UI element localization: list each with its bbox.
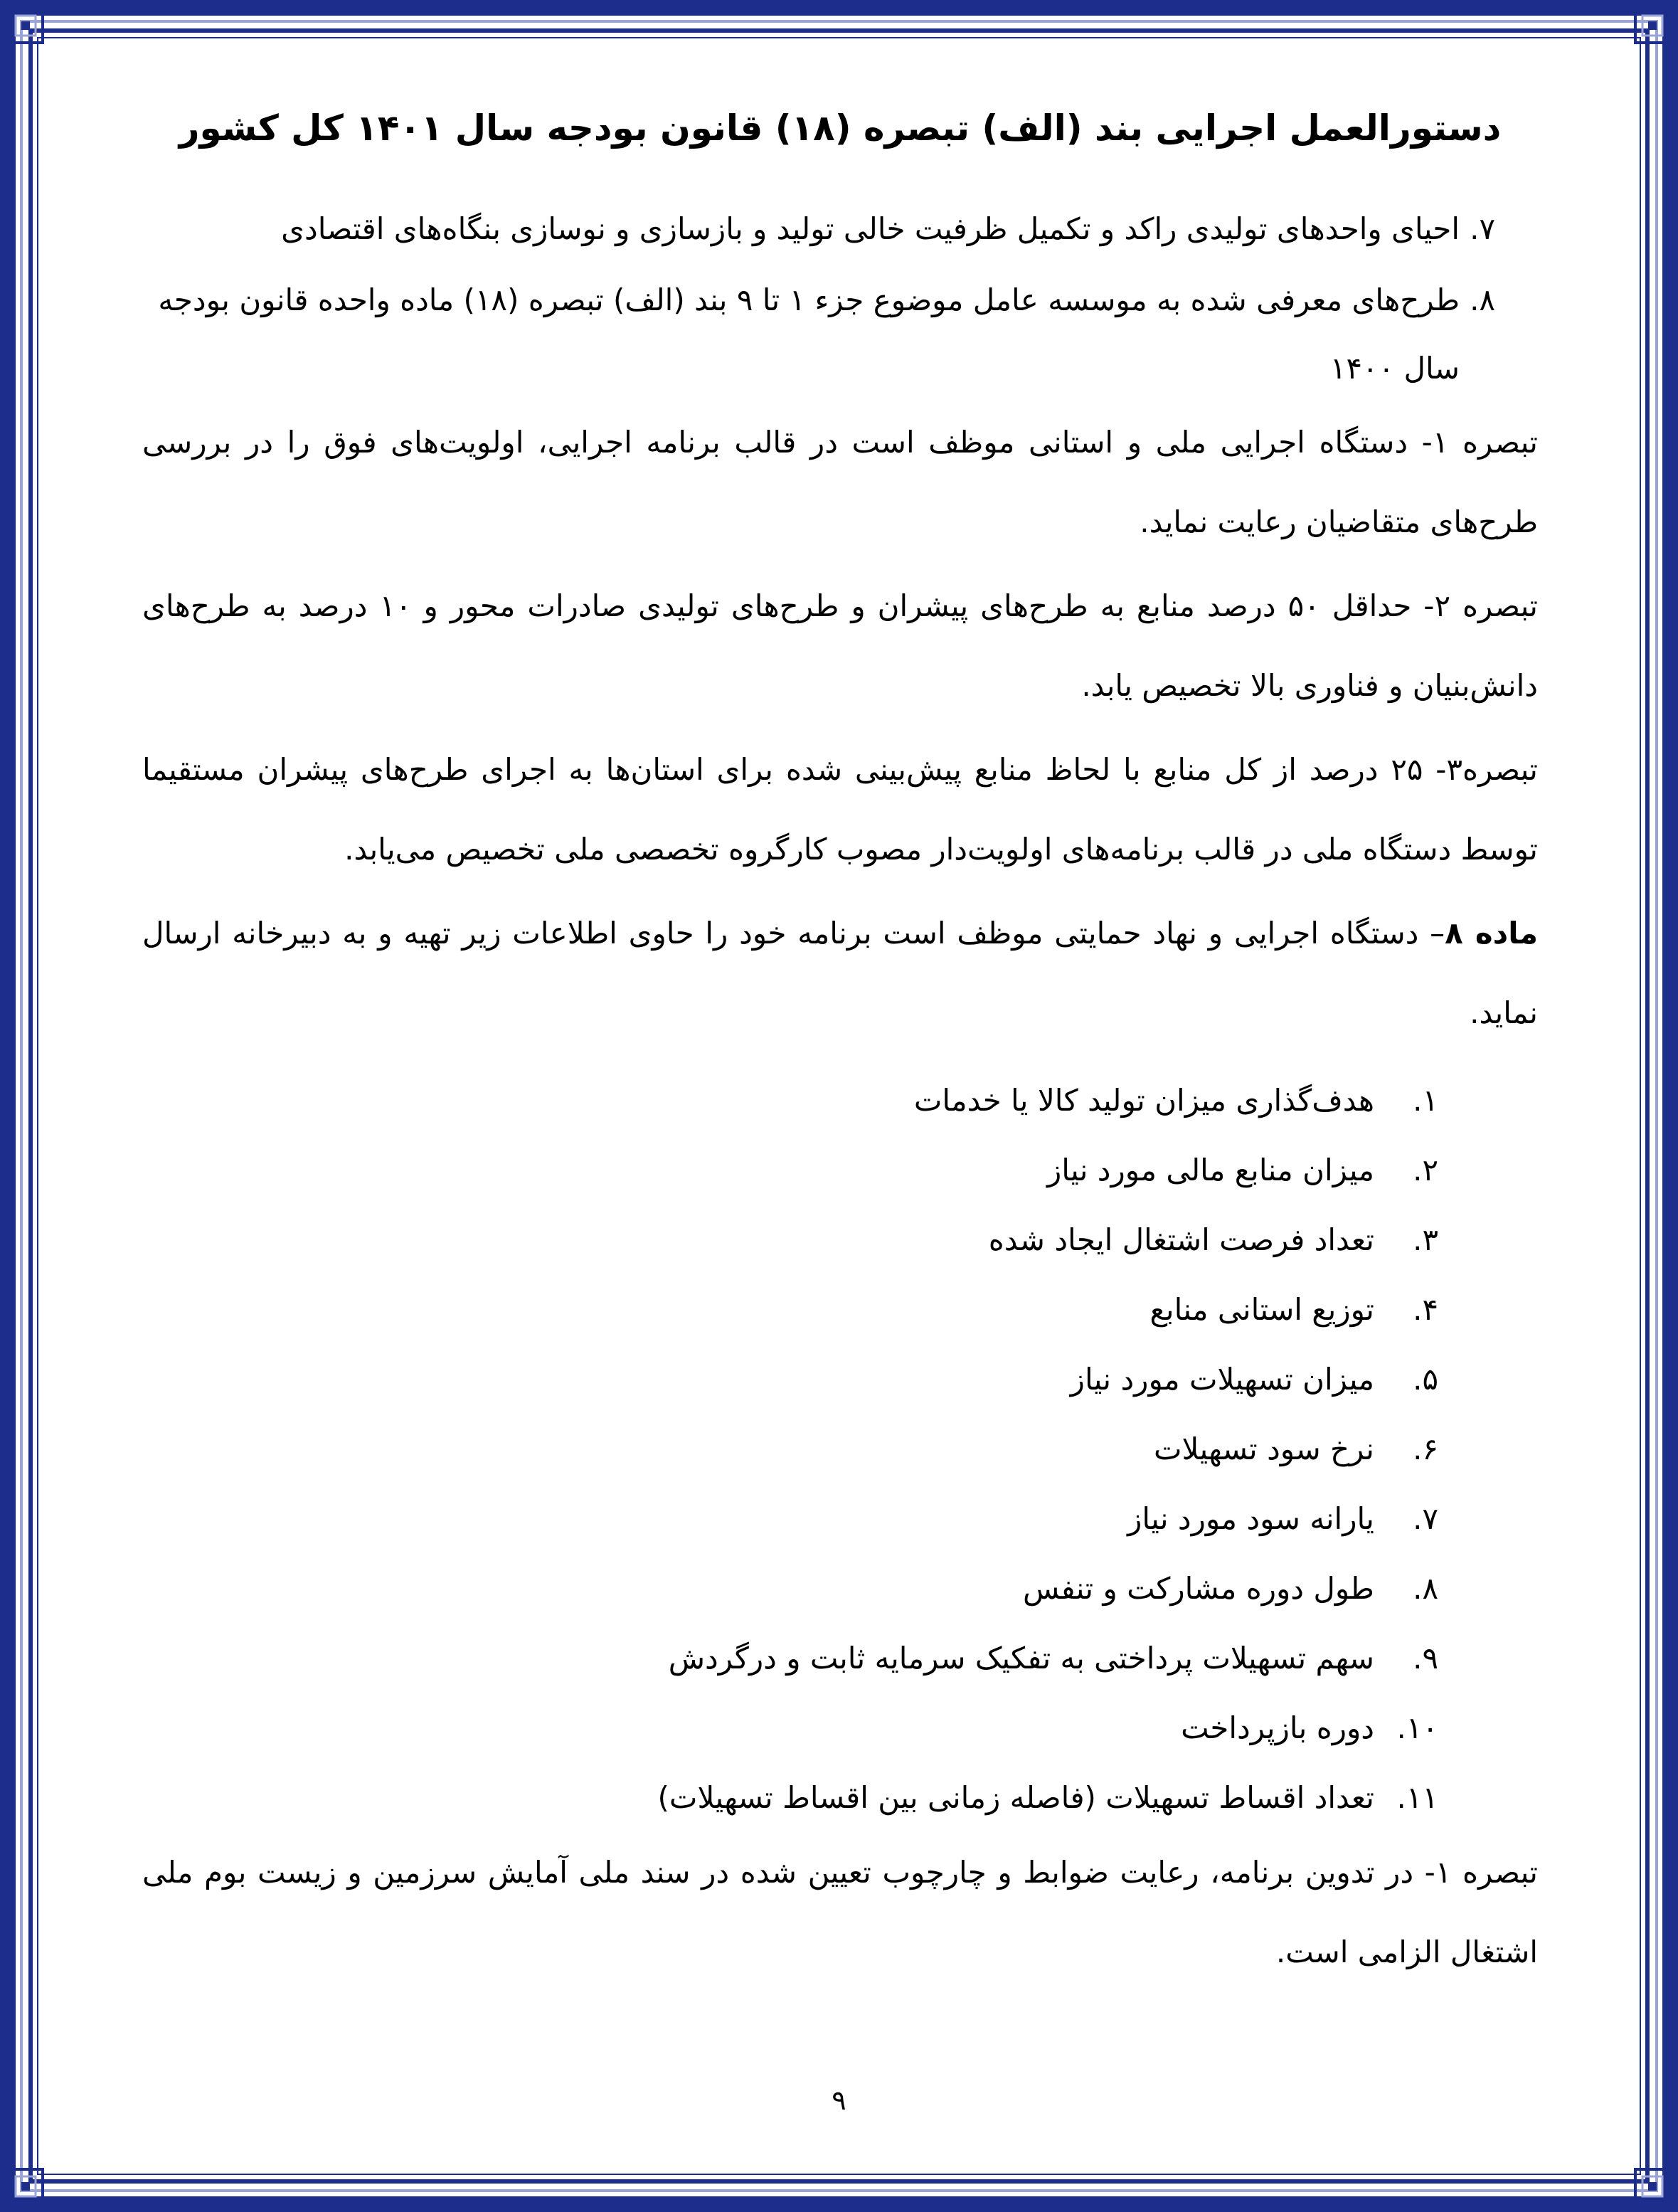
list-item-number: ۱۱. xyxy=(1396,1780,1438,1815)
list-item-number: ۳. xyxy=(1413,1222,1438,1257)
list-item xyxy=(142,1066,1538,1136)
note-paragraph: تبصره۳- ۲۵ درصد از کل منابع با لحاظ منابع پیش‌بینی شده برای استان‌ها به اجرای طرح‌های پیشران مستقیما توسط دستگاه ملی در قالب برنامه‌های اولویت‌دار مصوب کارگروه تخصصی ملی تخصیص می‌یابد. xyxy=(142,752,1538,867)
list-item-number: ۶. xyxy=(1413,1432,1438,1466)
list-item xyxy=(142,1484,1538,1554)
list-item xyxy=(142,1414,1538,1484)
list-item xyxy=(142,1275,1538,1345)
list-item-text: میزان تسهیلات مورد نیاز xyxy=(1070,1362,1374,1397)
list-item xyxy=(142,1624,1538,1693)
list-item-text: احیای واحدهای تولیدی راکد و تکمیل ظرفیت خالی تولید و بازسازی و نوسازی بنگاه‌های اقتصادی xyxy=(281,211,1460,246)
list-item xyxy=(142,192,1538,266)
list-item-text: دوره بازپرداخت xyxy=(1181,1710,1374,1745)
list-item-text: سهم تسهیلات پرداختی به تفکیک سرمایه ثابت و درگردش xyxy=(668,1641,1374,1676)
list-item-number: ۸. xyxy=(1413,1571,1438,1606)
list-item-number: ۵. xyxy=(1413,1362,1438,1397)
list-item xyxy=(142,1554,1538,1624)
list-item-text: یارانه سود مورد نیاز xyxy=(1127,1501,1374,1536)
corner-ornament-icon xyxy=(6,2166,46,2206)
list-item-text: تعداد اقساط تسهیلات (فاصله زمانی بین اقساط تسهیلات) xyxy=(657,1780,1374,1815)
article-text: – دستگاه اجرایی و نهاد حمایتی موظف است برنامه خود را حاوی اطلاعات زیر تهیه و به دبیرخانه ارسال نماید. xyxy=(142,916,1538,1030)
page-number: ۹ xyxy=(832,2085,846,2116)
list-item xyxy=(142,1345,1538,1414)
document-body xyxy=(142,100,1538,1992)
list-item-text: طرح‌های معرفی شده به موسسه عامل موضوع جزء ۱ تا ۹ بند (الف) تبصره (۱۸) ماده واحده قانون بودجه سال ۱۴۰۰ xyxy=(158,282,1460,386)
article-label: ماده ۸ xyxy=(1445,916,1538,951)
corner-ornament-icon xyxy=(1632,2166,1672,2206)
list-item-number: ۴. xyxy=(1413,1292,1438,1327)
list-item xyxy=(142,266,1538,403)
list-item-number: ۱۰. xyxy=(1396,1710,1438,1745)
list-item xyxy=(142,1205,1538,1275)
list-item-number: ۱. xyxy=(1413,1083,1438,1118)
list-item-number: ۸. xyxy=(1470,282,1495,317)
list-item-number: ۲. xyxy=(1413,1153,1438,1187)
list-item-text: تعداد فرصت اشتغال ایجاد شده xyxy=(988,1222,1374,1257)
list-item xyxy=(142,1136,1538,1205)
corner-ornament-icon xyxy=(6,6,46,46)
list-item-text: هدف‌گذاری میزان تولید کالا یا خدمات xyxy=(913,1083,1374,1118)
corner-ornament-icon xyxy=(1632,6,1672,46)
final-note-paragraph: تبصره ۱- در تدوین برنامه، رعایت ضوابط و چارچوب تعیین شده در سند ملی آمایش سرزمین و زیست بوم ملی اشتغال الزامی است. xyxy=(142,1855,1539,1969)
list-item-text: طول دوره مشارکت و تنفس xyxy=(1022,1571,1374,1606)
document-title: دستورالعمل اجرایی بند (الف) تبصره (۱۸) قانون بودجه سال ۱۴۰۱ کل کشور xyxy=(179,107,1502,149)
list-item-number: ۷. xyxy=(1413,1501,1438,1536)
list-item xyxy=(142,1763,1538,1833)
list-item xyxy=(142,1693,1538,1763)
list-item-number: ۷. xyxy=(1470,211,1495,246)
note-paragraph: تبصره ۱- دستگاه اجرایی ملی و استانی موظف است در قالب برنامه اجرایی، اولویت‌های فوق را در بررسی طرح‌های متقاضیان رعایت نماید. xyxy=(142,425,1538,539)
list-item-text: نرخ سود تسهیلات xyxy=(1153,1432,1374,1466)
article-list xyxy=(142,1066,1538,1833)
article-paragraph xyxy=(142,894,1538,1053)
note-paragraph: تبصره ۲- حداقل ۵۰ درصد منابع به طرح‌های پیشران و طرح‌های تولیدی صادرات محور و ۱۰ درصد به طرح‌های دانش‌بنیان و فناوری بالا تخصیص یابد. xyxy=(142,588,1538,703)
list-item-number: ۹. xyxy=(1413,1641,1438,1676)
list-item-text: میزان منابع مالی مورد نیاز xyxy=(1047,1153,1374,1187)
list-item-text: توزیع استانی منابع xyxy=(1149,1292,1374,1327)
